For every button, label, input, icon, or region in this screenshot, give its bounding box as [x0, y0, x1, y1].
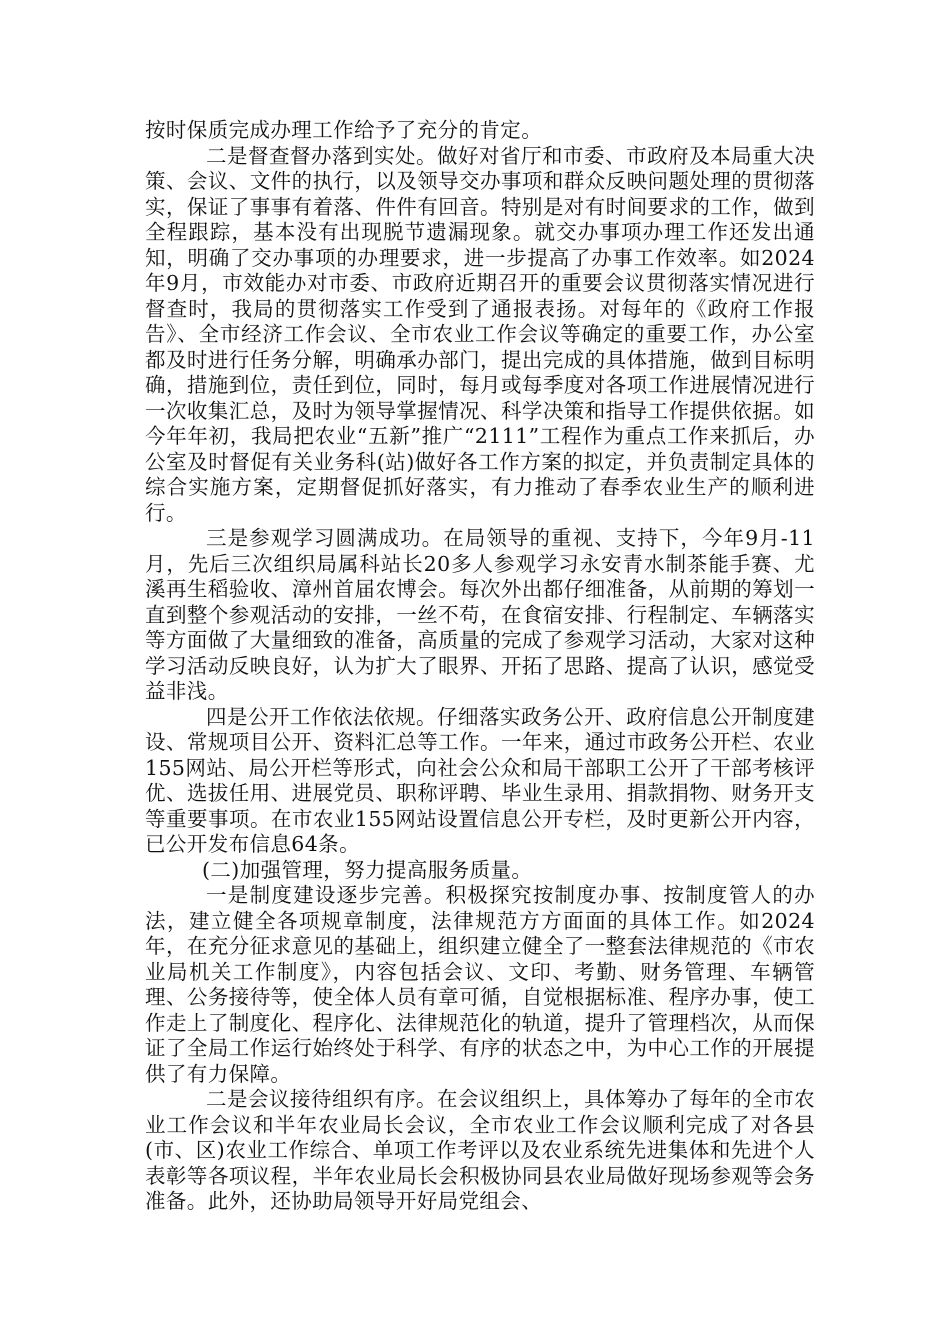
paragraph-meetings: 二是会议接待组织有序。在会议组织上，具体筹办了每年的全市农业工作会议和半年农业局长会议，全市农业工作会议顺利完成了对各县(市、区)农业工作综合、单项工作考评以及农业系统先进集体和先进个人表彰等各项议程，半年农业局长会积极协同县农业局做好现场参观等会务准备。此外，还协助局领导开好局党组会、: [145, 1087, 815, 1213]
paragraph-supervision: 二是督查督办落到实处。做好对省厅和市委、市政府及本局重大决策、会议、文件的执行，以及领导交办事项和群众反映问题处理的贯彻落实，保证了事事有着落、件件有回音。特别是对有时间要求的工作，做到全程跟踪，基本没有出现脱节遗漏现象。就交办事项办理工作还发出通知，明确了交办事项的办理要求，进一步提高了办事工作效率。如2024年9月，市效能办对市委、市政府近期召开的重要会议贯彻落实情况进行督查时，我局的贯彻落实工作受到了通报表扬。对每年的《政府工作报告》、全市经济工作会议、全市农业工作会议等确定的重要工作，办公室都及时进行任务分解，明确承办部门，提出完成的具体措施，做到目标明确，措施到位，责任到位，同时，每月或每季度对各项工作进展情况进行一次收集汇总，及时为领导掌握情况、科学决策和指导工作提供依据。如今年年初，我局把农业“五新”推广“2111”工程作为重点工作来抓后，办公室及时督促有关业务科(站)做好各工作方案的拟定，并负责制定具体的综合实施方案，定期督促抓好落实，有力推动了春季农业生产的顺利进行。: [145, 143, 815, 525]
paragraph-continuation: 按时保质完成办理工作给予了充分的肯定。: [145, 118, 543, 142]
document-page: [145, 118, 815, 1215]
section-heading-management: (二)加强管理，努力提高服务质量。: [202, 857, 533, 882]
paragraph-study-visit: 三是参观学习圆满成功。在局领导的重视、支持下，今年9月-11月，先后三次组织局属科站长20多人参观学习永安青水制茶能手赛、尤溪再生稻验收、漳州首届农博会。每次外出都仔细准备，从前期的筹划一直到整个参观活动的安排，一丝不苟，在食宿安排、行程制定、车辆落实等方面做了大量细致的准备，高质量的完成了参观学习活动，大家对这种学习活动反映良好，认为扩大了眼界、开拓了思路、提高了认识，感觉受益非浅。: [145, 526, 815, 703]
paragraph-system-building: 一是制度建设逐步完善。积极探究按制度办事、按制度管人的办法，建立健全各项规章制度，法律规范方方面面的具体工作。如2024年，在充分征求意见的基础上，组织建立健全了一整套法律规范的《市农业局机关工作制度》，内容包括会议、文印、考勤、财务管理、车辆管理、公务接待等，使全体人员有章可循，自觉根据标准、程序办事，使工作走上了制度化、程序化、法律规范化的轨道，提升了管理档次，从而保证了全局工作运行始终处于科学、有序的状态之中，为中心工作的开展提供了有力保障。: [145, 883, 815, 1086]
paragraph-disclosure: 四是公开工作依法依规。仔细落实政务公开、政府信息公开制度建设、常规项目公开、资料汇总等工作。一年来，通过市政务公开栏、农业155网站、局公开栏等形式，向社会公众和局干部职工公开了干部考核评优、选拔任用、进展党员、职称评聘、毕业生录用、捐款捐物、财务开支等重要事项。在市农业155网站设置信息公开专栏，及时更新公开内容，已公开发布信息64条。: [145, 704, 815, 856]
